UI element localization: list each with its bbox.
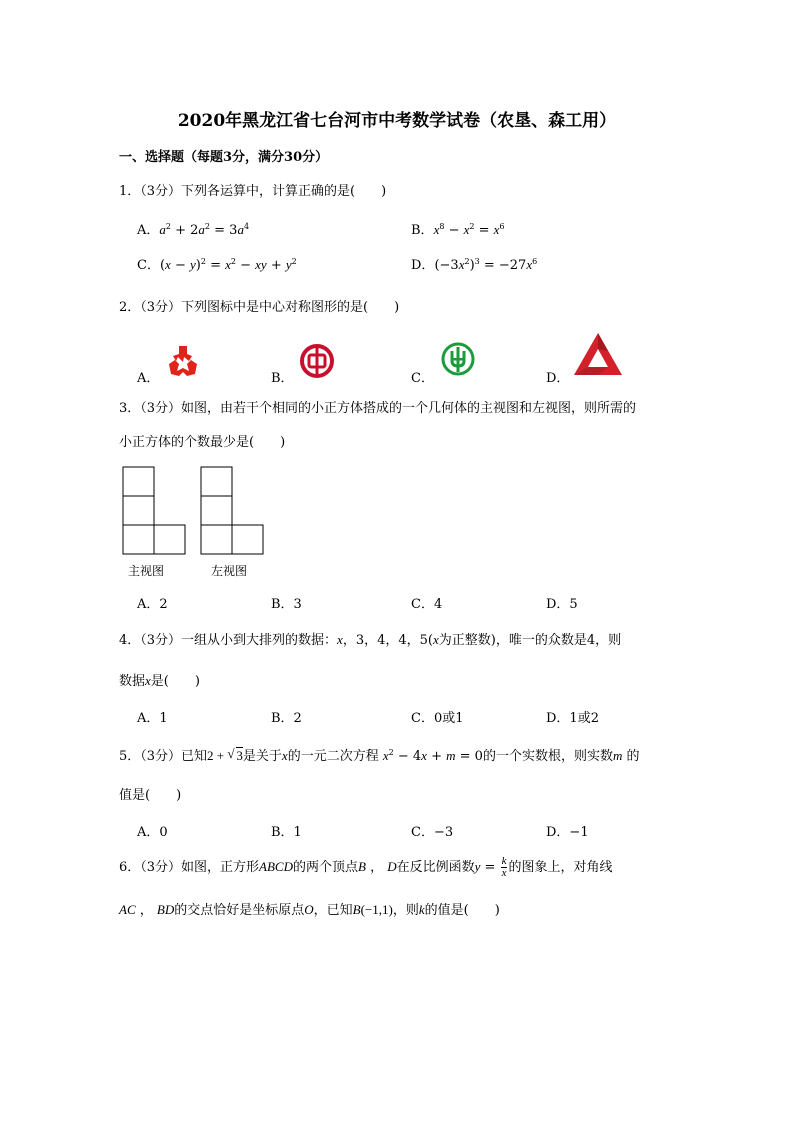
bank-of-china-logo-icon	[299, 343, 335, 379]
q3-option-c[interactable]: C．4	[411, 597, 443, 612]
q5-option-a[interactable]: A．0	[137, 825, 168, 840]
question-3-stem-line2: 小正方体的个数最少是( )	[119, 435, 286, 450]
q1-option-b[interactable]: B．$x^8 - x^2 = x^6$	[411, 222, 505, 238]
q5-option-b[interactable]: B．1	[271, 825, 302, 840]
q1-option-d[interactable]: D．$(-3x^2)^3 = -27x^6$	[411, 257, 538, 273]
q4-option-d[interactable]: D．1或2	[546, 711, 599, 726]
page-title: 2020年黑龙江省七台河市中考数学试卷（农垦、森工用）	[177, 111, 617, 131]
q4-option-c[interactable]: C．0或1	[411, 711, 464, 726]
left-view-caption: 左视图	[211, 564, 248, 578]
q2-option-c-label[interactable]: C．	[411, 371, 434, 386]
q2-option-b-label[interactable]: B．	[271, 371, 294, 386]
q3-option-b[interactable]: B．3	[271, 597, 302, 612]
left-view-diagram	[200, 466, 266, 556]
q5-option-d[interactable]: D．−1	[546, 825, 589, 840]
q3-option-d[interactable]: D．5	[546, 597, 578, 612]
question-4-stem-line1: 4．（3分）一组从小到大排列的数据：x，3，4，4，5(x为正整数)，唯一的众数是4，则	[119, 632, 622, 648]
question-6-stem-line1: 6．（3分）如图，正方形ABCD的两个顶点B ， D在反比例函数y = $\frac{k}{x}$ 的图象上，对角线	[119, 855, 613, 879]
question-4-stem-line2: 数据x是( )	[119, 673, 200, 689]
q5-option-c[interactable]: C．−3	[411, 825, 454, 840]
question-3-stem-line1: 3．（3分）如图，由若干个相同的小正方体搭成的一个几何体的主视图和左视图，则所需的	[119, 401, 637, 416]
q3-option-a[interactable]: A．2	[137, 597, 168, 612]
q1-option-c[interactable]: C．$(x - y)^2 = x^2$ − xy + $y^2$	[137, 257, 297, 273]
agricultural-bank-logo-icon	[440, 341, 476, 377]
china-post-logo-icon	[165, 344, 201, 378]
question-6-stem-line2: AC ， BD的交点恰好是坐标原点O，已知B(−1,1)，则k的值是( )	[119, 902, 500, 918]
question-2-stem: 2．（3分）下列图标中是中心对称图形的是( )	[119, 300, 400, 315]
q1-option-a[interactable]: A．$a^2 + 2a^2 = 3a^4$	[137, 222, 250, 238]
question-1-stem: 1．（3分）下列各运算中，计算正确的是( )	[119, 184, 387, 199]
triangle-logo-icon	[572, 331, 624, 377]
q2-option-a-label[interactable]: A．	[137, 371, 160, 386]
q4-option-a[interactable]: A．1	[137, 711, 168, 726]
front-view-caption: 主视图	[128, 564, 165, 578]
q4-option-b[interactable]: B．2	[271, 711, 302, 726]
q2-option-d-label[interactable]: D．	[546, 371, 570, 386]
section-heading: 一、选择题（每题3分，满分30分）	[119, 150, 329, 165]
question-5-stem-line2: 值是( )	[119, 788, 182, 803]
front-view-diagram	[122, 466, 188, 556]
question-5-stem-line1: 5．（3分）已知2 + √ 3是关于x的一元二次方程 $x^2 - 4x + m = 0$的一个实数根，则实数m 的	[119, 745, 640, 764]
